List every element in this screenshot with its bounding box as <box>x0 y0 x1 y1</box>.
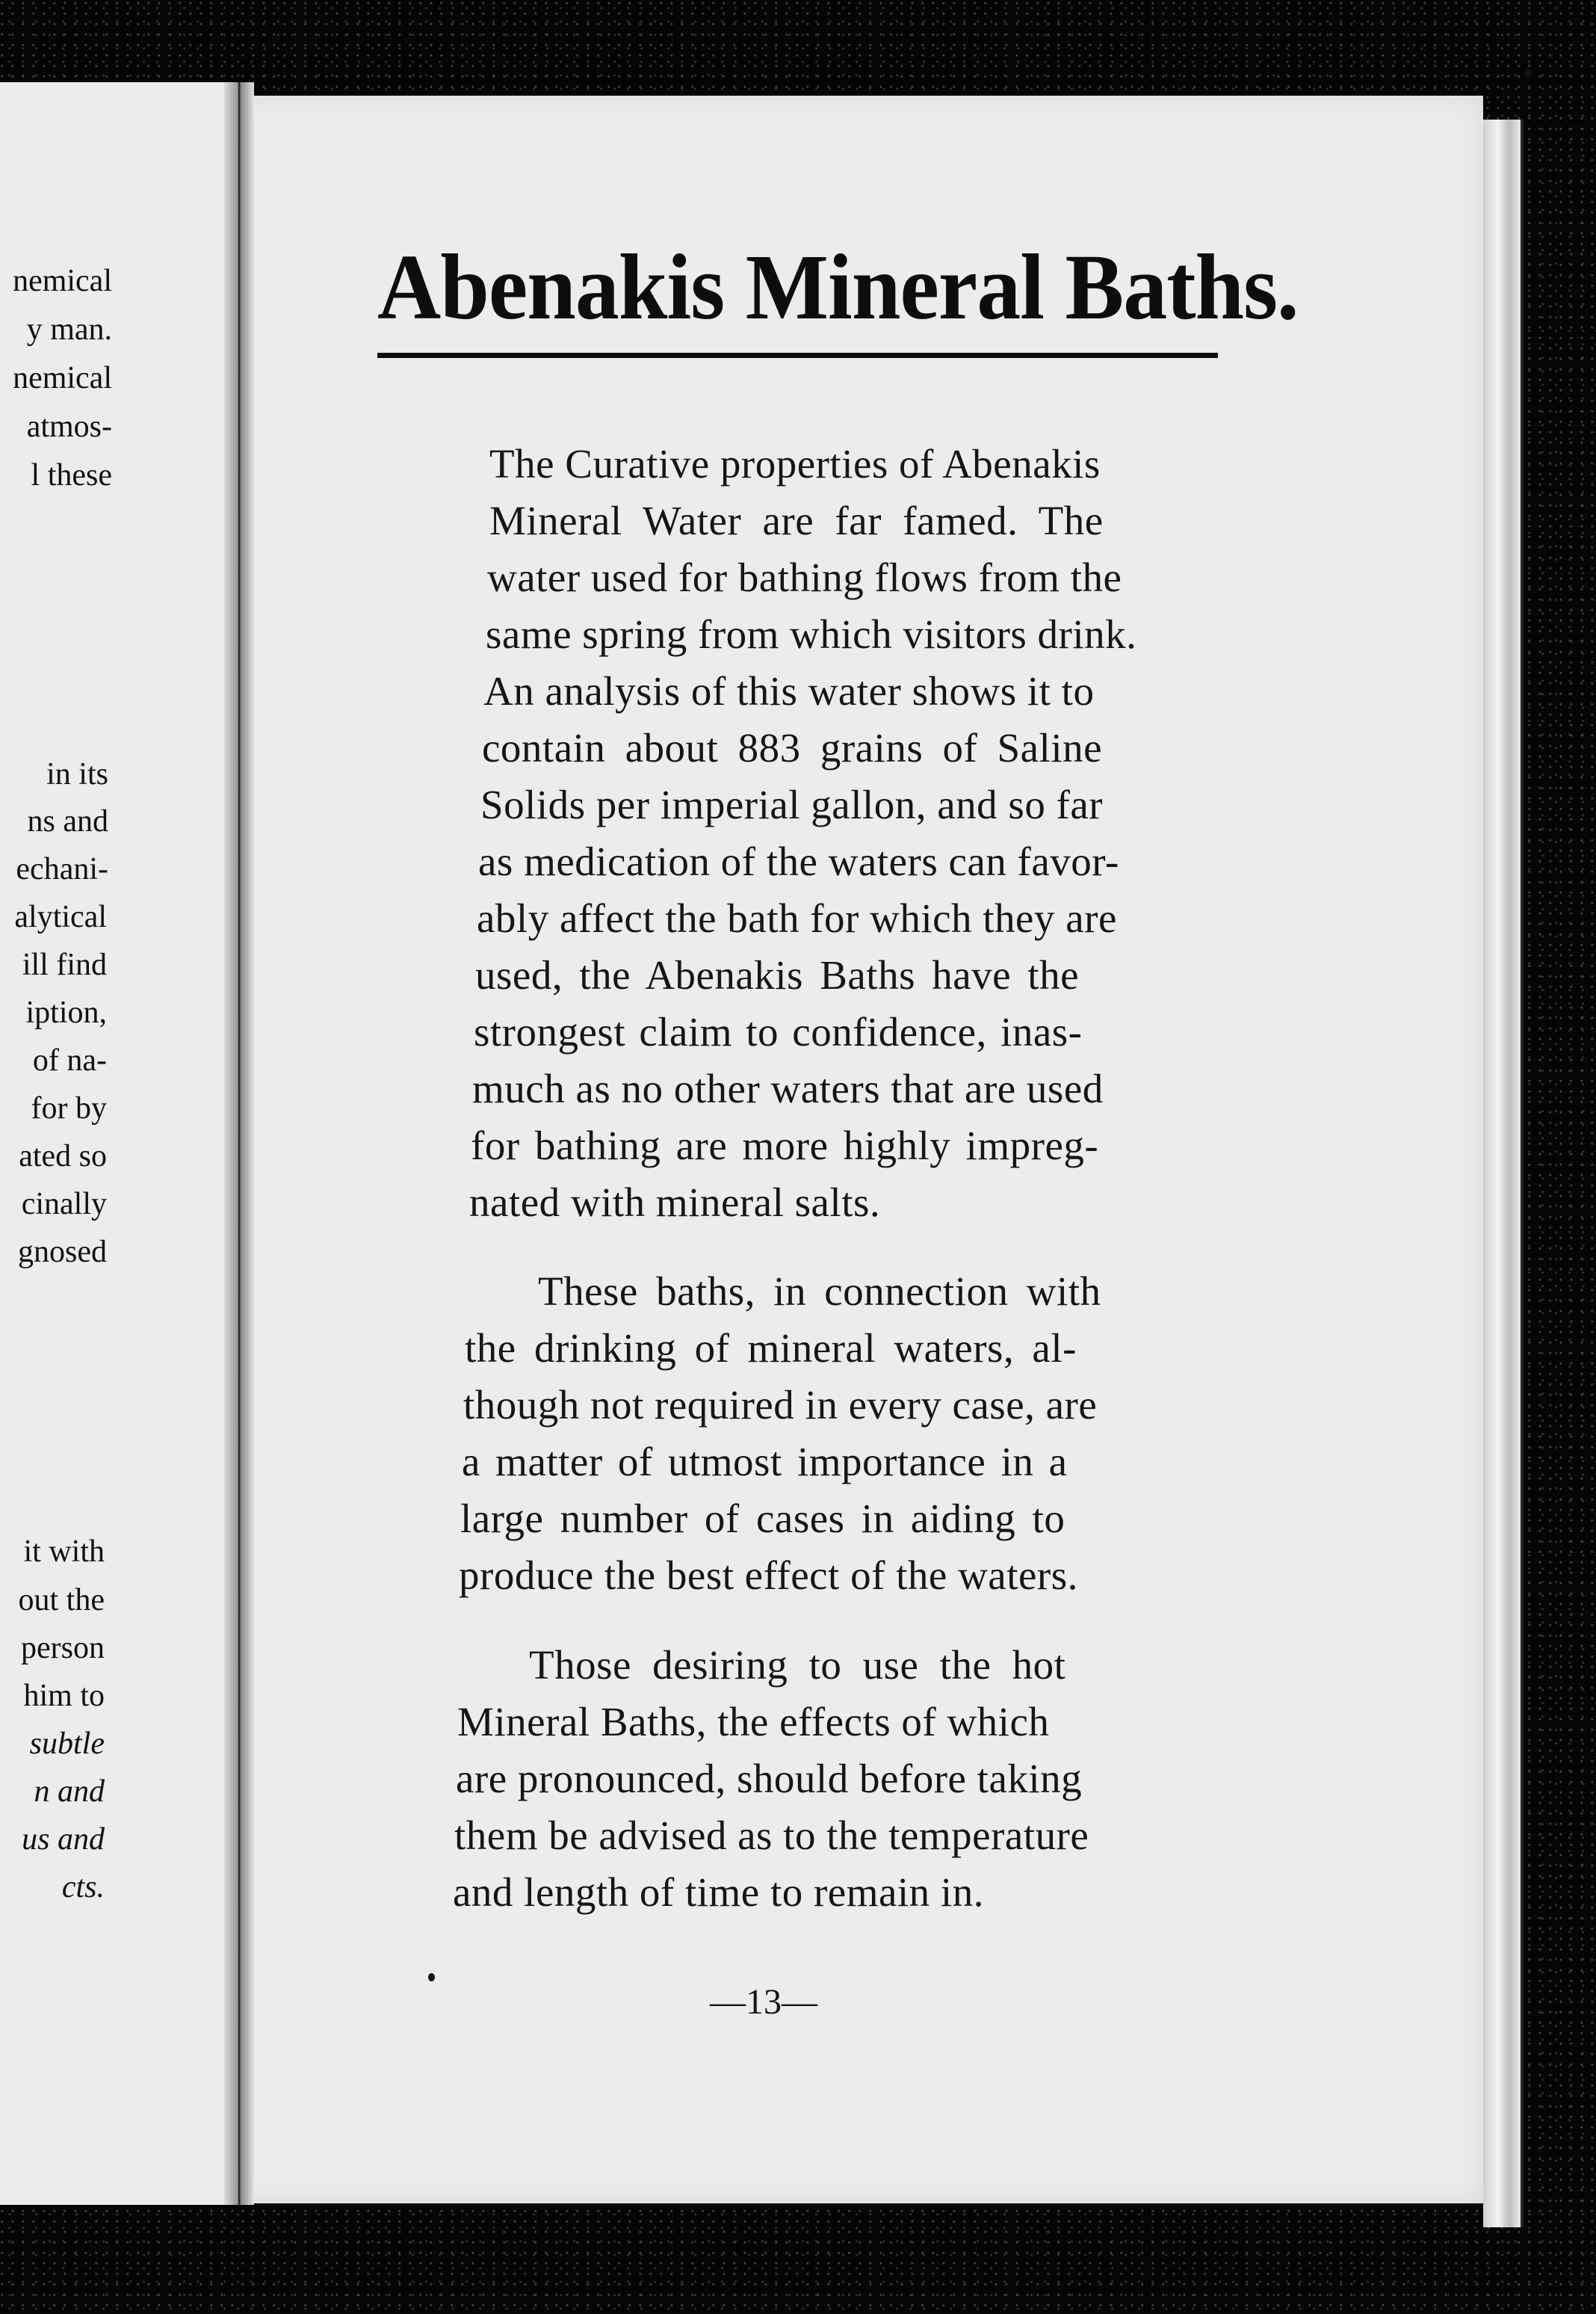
body-text-line: water used for bathing flows from the <box>487 555 1122 600</box>
left-page-line: atmos- <box>26 410 112 444</box>
left-page-line: of na- <box>32 1043 107 1078</box>
body-text-line: used, the Abenakis Baths have the <box>475 952 1079 998</box>
body-text-line: same spring from which visitors drink. <box>486 611 1137 657</box>
body-text-line: ably affect the bath for which they are <box>477 895 1117 941</box>
body-text-line: the drinking of mineral waters, al- <box>465 1325 1077 1371</box>
left-page-line: us and <box>22 1822 105 1857</box>
body-text-line: Solids per imperial gallon, and so far <box>480 782 1104 827</box>
left-page-line: l these <box>31 458 112 493</box>
book-gutter <box>224 82 254 2205</box>
body-text-line: produce the best effect of the waters. <box>459 1552 1078 1598</box>
body-text-line: Mineral Baths, the effects of which <box>457 1699 1050 1744</box>
left-page-line: gnosed <box>18 1235 107 1269</box>
left-page-line: y man. <box>26 312 112 347</box>
body-text-line: much as no other waters that are used <box>472 1066 1104 1111</box>
page-title: Abenakis Mineral Baths. <box>377 235 1299 339</box>
body-text-line: them be advised as to the temperature <box>454 1812 1089 1858</box>
left-page-line: alytical <box>14 900 107 934</box>
left-page-line: person <box>21 1631 105 1665</box>
left-page-line: out the <box>18 1583 105 1617</box>
body-text-line: a matter of utmost importance in a <box>462 1439 1068 1484</box>
left-page-line: ill find <box>22 948 107 982</box>
title-underline <box>377 353 1218 358</box>
body-text-line: An analysis of this water shows it to <box>483 668 1095 714</box>
body-text-line: are pronounced, should before taking <box>456 1756 1083 1801</box>
left-page-line: cts. <box>61 1870 105 1904</box>
body-text-line: strongest claim to confidence, inas- <box>474 1009 1083 1055</box>
body-text-line: though not required in every case, are <box>463 1382 1098 1428</box>
body-text-line: contain about 883 grains of Saline <box>482 725 1103 771</box>
body-text-line: Those desiring to use the hot <box>529 1642 1066 1688</box>
left-page-line: him to <box>23 1679 105 1713</box>
scan-speck <box>428 1973 435 1981</box>
body-text-line: and length of time to remain in. <box>453 1869 984 1915</box>
page-edge-stack <box>1483 120 1524 2227</box>
page-number: —13— <box>710 1982 817 2022</box>
left-page-line: for by <box>31 1091 107 1126</box>
body-text-line: The Curative properties of Abenakis <box>489 441 1101 487</box>
left-page-line: nemical <box>13 264 112 298</box>
left-page-line: it with <box>23 1534 105 1569</box>
body-text-line: Mineral Water are far famed. The <box>489 498 1104 543</box>
scan-speck <box>1524 69 1532 79</box>
body-text-line: These baths, in connection with <box>538 1268 1101 1314</box>
left-page-line: ated so <box>19 1139 107 1173</box>
left-page-line: iption, <box>25 996 107 1030</box>
body-text-line: large number of cases in aiding to <box>460 1496 1065 1541</box>
left-page-line: in its <box>46 757 108 792</box>
left-page-line: n and <box>34 1774 105 1809</box>
facing-page-left <box>0 82 247 2205</box>
body-text-line: for bathing are more highly impreg- <box>471 1123 1099 1168</box>
left-page-line: nemical <box>13 361 112 395</box>
left-page-line: ns and <box>27 804 108 839</box>
left-page-line: echani- <box>16 852 108 886</box>
body-text-line: as medication of the waters can favor- <box>478 839 1119 884</box>
left-page-line: cinally <box>21 1187 107 1221</box>
body-text-line: nated with mineral salts. <box>469 1179 881 1225</box>
left-page-line: subtle <box>29 1727 105 1761</box>
